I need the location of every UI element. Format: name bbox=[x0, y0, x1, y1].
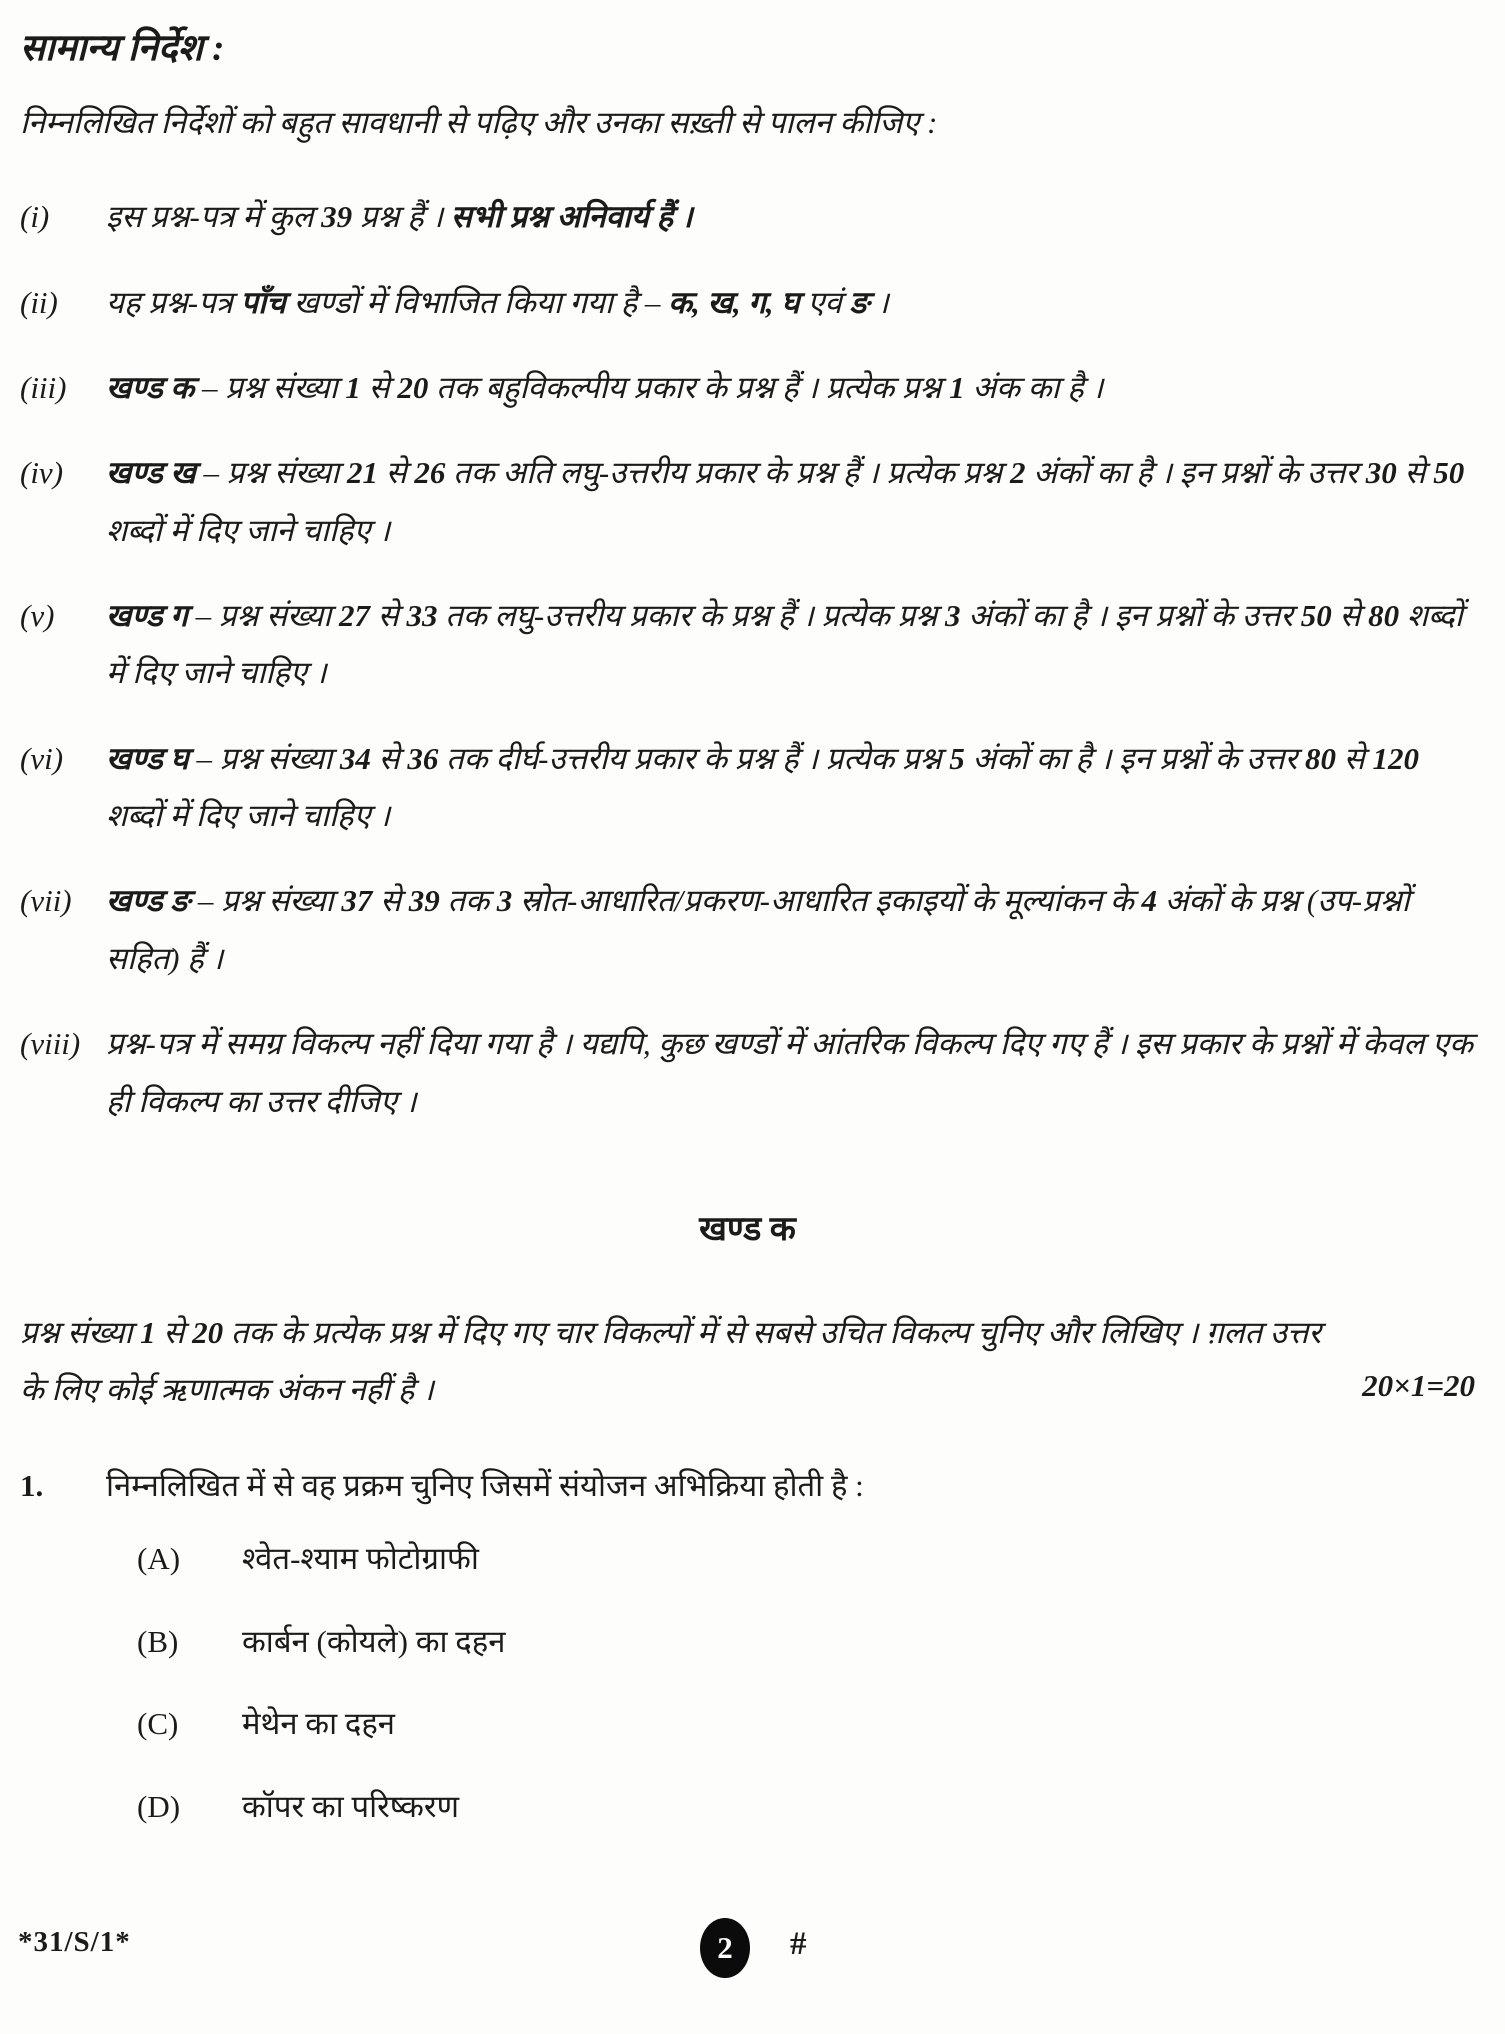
option-row-c bbox=[137, 1701, 1475, 1748]
instruction-number: (ii) bbox=[20, 284, 58, 320]
option-label: (D) bbox=[137, 1788, 181, 1824]
page-footer bbox=[0, 1918, 1505, 1998]
instruction-number: (vi) bbox=[20, 740, 64, 776]
page-number: 2 bbox=[717, 1930, 733, 1965]
instruction-row bbox=[20, 587, 1475, 702]
paper-code: *31/S/1* bbox=[18, 1926, 131, 1958]
instruction-number: (iii) bbox=[20, 370, 67, 406]
question-block bbox=[20, 1461, 1475, 1831]
instruction-row bbox=[20, 444, 1475, 559]
option-label: (B) bbox=[137, 1623, 179, 1659]
question-text: निम्नलिखित में से वह प्रक्रम चुनिए जिसमें संयोजन अभिक्रिया होती है : bbox=[106, 1467, 864, 1503]
instruction-text: यह प्रश्न-पत्र पाँच खण्डों में विभाजित किया गया है – क, ख, ग, घ एवं ङ । bbox=[106, 284, 889, 320]
instruction-row bbox=[20, 188, 1475, 245]
question-number: 1. bbox=[20, 1467, 44, 1503]
instruction-row bbox=[20, 730, 1475, 845]
question-row bbox=[20, 1461, 1475, 1511]
section-note-text: प्रश्न संख्या 1 से 20 तक के प्रत्येक प्रश्न में दिए गए चार विकल्पों में से सबसे उचित विकल्प चुनिए और लिखिए । ग़लत उत्तर के लिए कोई ऋणात्मक अंकन नहीं है । bbox=[20, 1314, 1322, 1408]
instruction-number: (viii) bbox=[20, 1026, 81, 1062]
option-row-d bbox=[137, 1784, 1475, 1831]
instruction-row bbox=[20, 274, 1475, 331]
page-number-badge bbox=[700, 1918, 750, 1978]
marks-scheme-label: 20×1=20 bbox=[1362, 1368, 1475, 1404]
instruction-text: इस प्रश्न-पत्र में कुल 39 प्रश्न हैं । सभी प्रश्न अनिवार्य हैं । bbox=[106, 199, 693, 235]
option-row-b bbox=[137, 1619, 1475, 1666]
instruction-text: खण्ड ख – प्रश्न संख्या 21 से 26 तक अति लघु-उत्तरीय प्रकार के प्रश्न हैं । प्रत्येक प्रश्न 2 अंकों का है । इन प्रश्नों के उत्तर 30 से 50 शब्दों में दिए जाने चाहिए । bbox=[106, 455, 1465, 548]
instruction-text: खण्ड ग – प्रश्न संख्या 27 से 33 तक लघु-उत्तरीय प्रकार के प्रश्न हैं । प्रत्येक प्रश्न 3 अंकों का है । इन प्रश्नों के उत्तर 50 से 80 शब्दों में दिए जाने चाहिए । bbox=[106, 598, 1463, 691]
option-row-a bbox=[137, 1536, 1475, 1583]
option-text: मेथेन का दहन bbox=[242, 1706, 396, 1742]
hash-mark: # bbox=[790, 1926, 807, 1962]
instructions-intro: निम्नलिखित निर्देशों को बहुत सावधानी से पढ़िए और उनका सख़्ती से पालन कीजिए : bbox=[20, 105, 938, 140]
instruction-row bbox=[20, 359, 1475, 416]
instruction-number: (vii) bbox=[20, 883, 72, 919]
instruction-text: खण्ड घ – प्रश्न संख्या 34 से 36 तक दीर्घ-उत्तरीय प्रकार के प्रश्न हैं । प्रत्येक प्रश्न 5 अंकों का है । इन प्रश्नों के उत्तर 80 से 120 शब्दों में दिए जाने चाहिए । bbox=[106, 740, 1419, 834]
option-text: कॉपर का परिष्करण bbox=[242, 1788, 459, 1824]
option-label: (C) bbox=[137, 1706, 179, 1742]
instruction-text: प्रश्न-पत्र में समग्र विकल्प नहीं दिया गया है । यद्यपि, कुछ खण्डों में आंतरिक विकल्प दिए गए हैं । इस प्रकार के प्रश्नों में केवल एक ही विकल्प का उत्तर दीजिए । bbox=[106, 1026, 1473, 1119]
option-text: कार्बन (कोयले) का दहन bbox=[242, 1623, 506, 1659]
general-instructions-title: सामान्य निर्देश : bbox=[20, 28, 225, 69]
option-text: श्वेत-श्याम फोटोग्राफी bbox=[242, 1541, 479, 1577]
instruction-number: (v) bbox=[20, 598, 55, 634]
instruction-row bbox=[20, 872, 1475, 987]
option-label: (A) bbox=[137, 1541, 181, 1577]
instruction-row bbox=[20, 1015, 1475, 1130]
instruction-text: खण्ड क – प्रश्न संख्या 1 से 20 तक बहुविकल्पीय प्रकार के प्रश्न हैं । प्रत्येक प्रश्न 1 अंक का है । bbox=[106, 370, 1104, 406]
instruction-number: (iv) bbox=[20, 455, 64, 491]
instruction-text: खण्ड ङ – प्रश्न संख्या 37 से 39 तक 3 स्रोत-आधारित/प्रकरण-आधारित इकाइयों के मूल्यांकन के 4 अंकों के प्रश्न (उप-प्रश्नों सहित) हैं । bbox=[106, 883, 1410, 976]
instruction-number: (i) bbox=[20, 199, 50, 235]
section-title: खण्ड क bbox=[699, 1210, 796, 1248]
section-note bbox=[20, 1304, 1475, 1419]
